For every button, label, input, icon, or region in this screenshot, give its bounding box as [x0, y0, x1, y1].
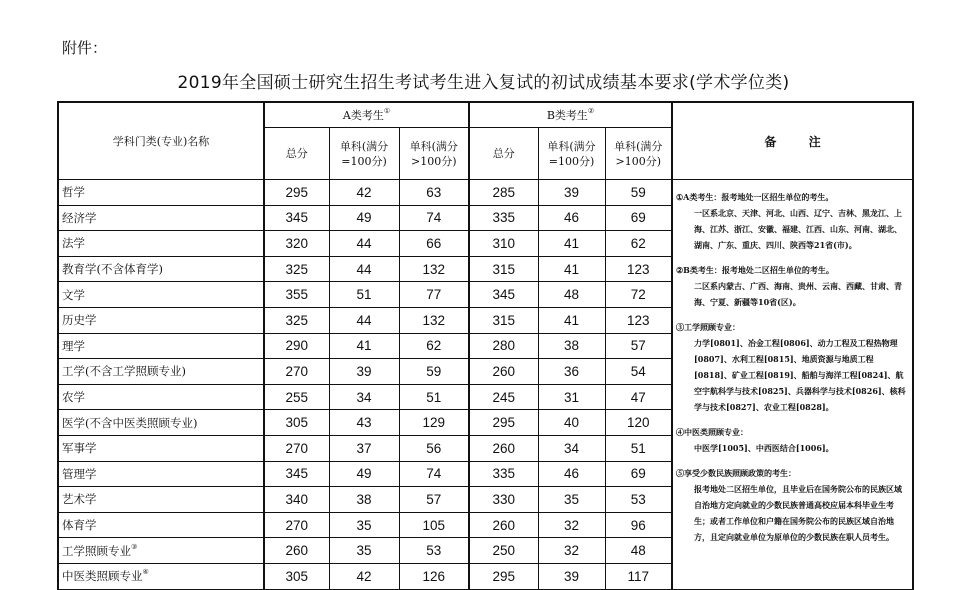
- b-total-cell: 250: [469, 538, 538, 564]
- b-sub100-cell: 41: [538, 231, 605, 257]
- b-total-cell: 315: [469, 307, 538, 333]
- remark-3-title: ③工学照顾专业：: [676, 322, 740, 332]
- remark-3: [676, 319, 909, 415]
- b-total-cell: 295: [469, 410, 538, 436]
- a-sub100-cell: 37: [329, 435, 399, 461]
- a-total-cell: 340: [264, 487, 329, 513]
- group-b-header: [469, 102, 672, 128]
- a-sub100plus-cell: 53: [399, 538, 469, 564]
- b-sub100-cell: 39: [538, 563, 605, 589]
- a-sub100plus-line1: 单科(满分: [409, 139, 458, 153]
- a-sub100-cell: 43: [329, 410, 399, 436]
- subject-name: 工学照顾专业: [62, 543, 131, 558]
- remark-1-title: ①A类考生：报考地处一区招生单位的考生。: [676, 192, 834, 202]
- a-sub100-line2: =100分): [341, 154, 387, 168]
- subject-name: 中医类照顾专业: [62, 569, 143, 584]
- b-total-cell: 245: [469, 384, 538, 410]
- remark-1-body: 一区系北京、天津、河北、山西、辽宁、吉林、黑龙江、上海、江苏、浙江、安徽、福建、江西、山东、河南、湖北、湖南、广东、重庆、四川、陕西等21省(市)。: [694, 208, 902, 250]
- b-sub100-cell: 35: [538, 487, 605, 513]
- group-b-note: ②: [587, 107, 595, 115]
- b-sub100-cell: 46: [538, 461, 605, 487]
- subject-name: 工学(不含工学照顾专业): [62, 364, 186, 379]
- a-sub100plus-cell: 57: [399, 487, 469, 513]
- subject-name: 教育学(不含体育学): [62, 262, 163, 277]
- subject-name: 哲学: [62, 185, 85, 200]
- a-sub100-cell: 42: [329, 180, 399, 206]
- group-b-label: B类考生: [546, 109, 588, 122]
- b-total-cell: 260: [469, 512, 538, 538]
- a-sub100plus-cell: 62: [399, 333, 469, 359]
- a-sub100-cell: 38: [329, 487, 399, 513]
- a-sub100plus-cell: 63: [399, 180, 469, 206]
- a-sub100-cell: 44: [329, 256, 399, 282]
- a-sub100plus-cell: 66: [399, 231, 469, 257]
- a-total-header: 总分: [264, 128, 329, 180]
- score-table: [57, 101, 914, 590]
- subject-note: ④: [142, 568, 149, 577]
- a-sub100plus-cell: 51: [399, 384, 469, 410]
- b-sub100-cell: 32: [538, 538, 605, 564]
- b-sub100plus-cell: 117: [605, 563, 672, 589]
- group-a-label: A类考生: [342, 109, 384, 122]
- b-sub100plus-cell: 72: [605, 282, 672, 308]
- col-header-name: 学科门类(专业)名称: [58, 102, 264, 180]
- a-sub100plus-cell: 132: [399, 307, 469, 333]
- remark-4: [676, 424, 909, 456]
- b-sub100plus-cell: 69: [605, 205, 672, 231]
- a-total-cell: 270: [264, 359, 329, 385]
- subject-name-cell: [58, 512, 264, 538]
- remark-5: [676, 465, 909, 545]
- a-sub100-line1: 单科(满分: [339, 139, 389, 153]
- page-title: 2019年全国硕士研究生招生考试考生进入复试的初试成绩基本要求(学术学位类): [177, 73, 790, 93]
- b-sub100plus-line2: >100分): [615, 154, 661, 168]
- b-sub100-cell: 39: [538, 180, 605, 206]
- a-sub100-cell: 42: [329, 563, 399, 589]
- a-sub100-cell: 35: [329, 512, 399, 538]
- a-sub100-cell: 35: [329, 538, 399, 564]
- subject-name: 管理学: [62, 466, 97, 481]
- subject-name: 医学(不含中医类照顾专业): [62, 415, 198, 430]
- a-total-cell: 355: [264, 282, 329, 308]
- b-total-cell: 280: [469, 333, 538, 359]
- a-total-cell: 270: [264, 512, 329, 538]
- b-sub100plus-cell: 59: [605, 180, 672, 206]
- b-total-cell: 335: [469, 205, 538, 231]
- b-sub100plus-header: [605, 128, 672, 180]
- subject-name: 经济学: [62, 210, 97, 225]
- subject-name-cell: [58, 461, 264, 487]
- a-sub100plus-cell: 126: [399, 563, 469, 589]
- subject-name: 历史学: [62, 313, 97, 328]
- group-a-note: ①: [383, 107, 391, 115]
- subject-name-cell: [58, 538, 264, 564]
- remarks-header: 备 注: [672, 102, 913, 180]
- subject-name-cell: [58, 256, 264, 282]
- b-sub100plus-cell: 123: [605, 307, 672, 333]
- remarks-cell: [672, 180, 913, 590]
- a-sub100plus-cell: 59: [399, 359, 469, 385]
- a-sub100plus-header: [399, 128, 469, 180]
- b-total-cell: 285: [469, 180, 538, 206]
- remark-5-title: ⑤享受少数民族照顾政策的考生：: [676, 468, 796, 478]
- b-sub100-cell: 48: [538, 282, 605, 308]
- remark-2: [676, 262, 909, 310]
- a-sub100plus-line2: >100分): [410, 154, 457, 168]
- b-sub100-cell: 36: [538, 359, 605, 385]
- b-sub100-cell: 38: [538, 333, 605, 359]
- b-sub100-line2: =100分): [548, 154, 595, 168]
- subject-name-cell: [58, 205, 264, 231]
- b-total-cell: 330: [469, 487, 538, 513]
- a-total-cell: 255: [264, 384, 329, 410]
- a-total-cell: 320: [264, 231, 329, 257]
- b-total-header: 总分: [469, 128, 538, 180]
- a-sub100-cell: 49: [329, 205, 399, 231]
- b-total-cell: 260: [469, 435, 538, 461]
- b-total-cell: 315: [469, 256, 538, 282]
- b-total-cell: 310: [469, 231, 538, 257]
- b-sub100plus-line1: 单科(满分: [614, 139, 663, 153]
- a-total-cell: 325: [264, 256, 329, 282]
- group-a-header: [264, 102, 469, 128]
- subject-name-cell: [58, 563, 264, 589]
- subject-name-cell: [58, 435, 264, 461]
- a-sub100-cell: 39: [329, 359, 399, 385]
- b-sub100-cell: 41: [538, 307, 605, 333]
- a-sub100plus-cell: 74: [399, 205, 469, 231]
- a-sub100-cell: 41: [329, 333, 399, 359]
- a-sub100-cell: 49: [329, 461, 399, 487]
- b-sub100-line1: 单科(满分: [547, 139, 596, 153]
- b-sub100-cell: 31: [538, 384, 605, 410]
- b-sub100plus-cell: 120: [605, 410, 672, 436]
- subject-name: 农学: [62, 390, 85, 405]
- b-sub100plus-cell: 48: [605, 538, 672, 564]
- remark-2-body: 二区系内蒙古、广西、海南、贵州、云南、西藏、甘肃、青海、宁夏、新疆等10省(区)。: [694, 281, 902, 307]
- a-total-cell: 290: [264, 333, 329, 359]
- a-sub100plus-cell: 132: [399, 256, 469, 282]
- subject-name-cell: [58, 282, 264, 308]
- a-total-cell: 305: [264, 410, 329, 436]
- b-total-cell: 260: [469, 359, 538, 385]
- a-total-cell: 345: [264, 461, 329, 487]
- subject-name: 法学: [62, 236, 85, 251]
- subject-name-cell: [58, 384, 264, 410]
- b-sub100-cell: 46: [538, 205, 605, 231]
- subject-name: 理学: [62, 338, 85, 353]
- remark-4-body: 中医学[1005]、中西医结合[1006]。: [694, 443, 834, 453]
- b-sub100-cell: 40: [538, 410, 605, 436]
- b-sub100-cell: 41: [538, 256, 605, 282]
- b-sub100plus-cell: 123: [605, 256, 672, 282]
- a-sub100plus-cell: 129: [399, 410, 469, 436]
- a-sub100plus-cell: 74: [399, 461, 469, 487]
- remark-1: [676, 189, 909, 253]
- subject-name: 文学: [62, 287, 85, 302]
- remark-3-body: 力学[0801]、冶金工程[0806]、动力工程及工程热物理[0807]、水利工程[0815]、地质资源与地质工程[0818]、矿业工程[0819]、船舶与海洋工程[0824]、航空宇航科学与技术[0825]、兵器科学与技术[0826]、核科学与技术[0827]、农业工程[0828]。: [694, 338, 906, 412]
- subject-name-cell: [58, 307, 264, 333]
- b-sub100plus-cell: 54: [605, 359, 672, 385]
- remark-5-body: 报考地处二区招生单位，且毕业后在国务院公布的民族区域自治地方定向就业的少数民族普通高校应届本科毕业生考生；或者工作单位和户籍在国务院公布的民族区域自治地方，且定向就业单位为原单位的少数民族在职人员考生。: [694, 484, 902, 542]
- b-sub100plus-cell: 69: [605, 461, 672, 487]
- a-sub100-header: [329, 128, 399, 180]
- a-total-cell: 325: [264, 307, 329, 333]
- b-sub100plus-cell: 47: [605, 384, 672, 410]
- attachment-label: 附件：: [62, 39, 108, 57]
- b-total-cell: 345: [469, 282, 538, 308]
- table-row: [58, 180, 913, 206]
- subject-name-cell: [58, 180, 264, 206]
- a-sub100-cell: 34: [329, 384, 399, 410]
- subject-name-cell: [58, 487, 264, 513]
- b-sub100plus-cell: 57: [605, 333, 672, 359]
- a-sub100plus-cell: 77: [399, 282, 469, 308]
- subject-note: ③: [131, 542, 138, 551]
- a-sub100-cell: 44: [329, 231, 399, 257]
- subject-name-cell: [58, 231, 264, 257]
- a-total-cell: 295: [264, 180, 329, 206]
- a-total-cell: 260: [264, 538, 329, 564]
- b-total-cell: 295: [469, 563, 538, 589]
- a-sub100-cell: 51: [329, 282, 399, 308]
- subject-name-cell: [58, 359, 264, 385]
- b-sub100plus-cell: 53: [605, 487, 672, 513]
- remark-4-title: ④中医类照顾专业：: [676, 427, 748, 437]
- remark-2-title: ②B类考生：报考地处二区招生单位的考生。: [676, 265, 834, 275]
- subject-name: 军事学: [62, 441, 97, 456]
- subject-name: 艺术学: [62, 492, 97, 507]
- b-sub100plus-cell: 51: [605, 435, 672, 461]
- subject-name-cell: [58, 333, 264, 359]
- a-sub100plus-cell: 105: [399, 512, 469, 538]
- a-total-cell: 305: [264, 563, 329, 589]
- b-sub100-cell: 34: [538, 435, 605, 461]
- a-sub100plus-cell: 56: [399, 435, 469, 461]
- b-sub100plus-cell: 96: [605, 512, 672, 538]
- subject-name-cell: [58, 410, 264, 436]
- a-sub100-cell: 44: [329, 307, 399, 333]
- b-total-cell: 335: [469, 461, 538, 487]
- a-total-cell: 270: [264, 435, 329, 461]
- a-total-cell: 345: [264, 205, 329, 231]
- b-sub100-header: [538, 128, 605, 180]
- b-sub100plus-cell: 62: [605, 231, 672, 257]
- b-sub100-cell: 32: [538, 512, 605, 538]
- subject-name: 体育学: [62, 518, 97, 533]
